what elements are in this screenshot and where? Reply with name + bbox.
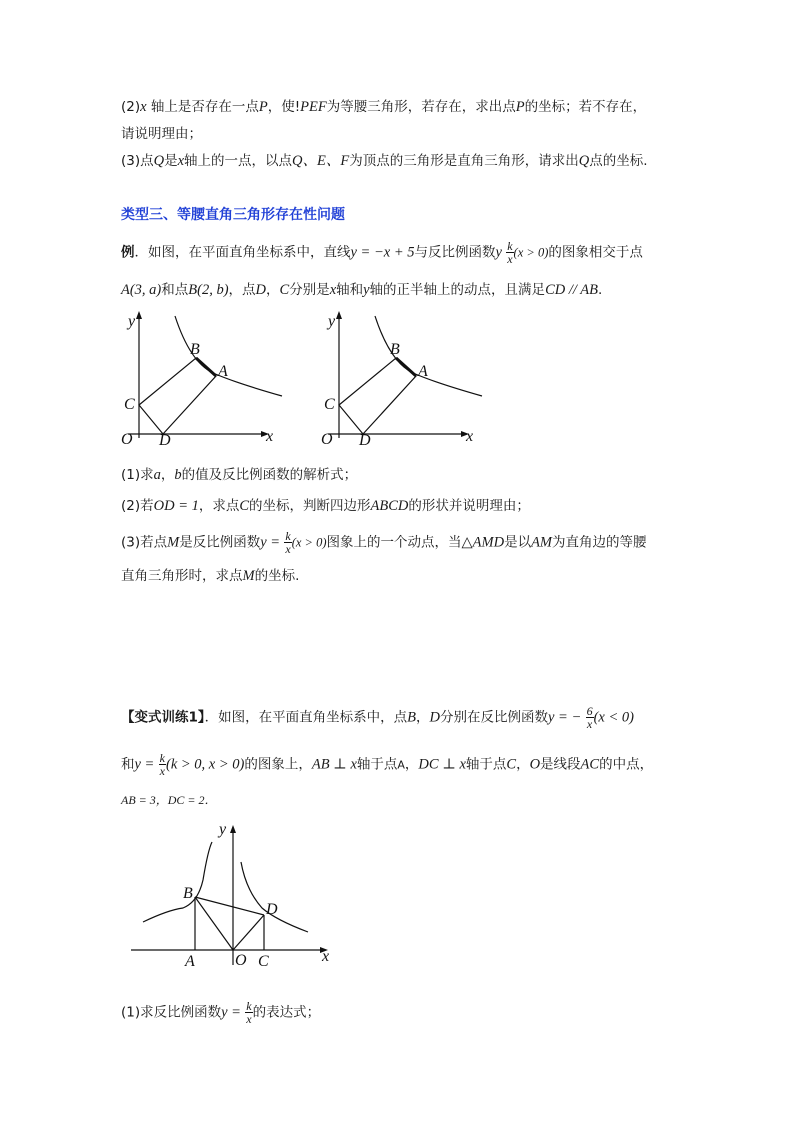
q3-text-3: 为顶点的三角形是直角三角形，请求出 [349,153,579,169]
q2-text-3: 为等腰三角形，若存在，求出点 [326,99,516,115]
example-line-1 [121,240,643,265]
od-equation: OD = 1 [153,498,199,514]
parallel-condition: CD // AB [545,282,598,298]
ab-perp-x: AB ⊥ x [311,756,357,773]
label-c: C [124,396,135,413]
var-p: P [258,99,268,115]
var-p-2: P [515,99,525,115]
var-m: M [167,534,180,551]
variant-text-7: ， [404,756,419,773]
variant-text-9: ， [516,756,530,773]
var-x: x [177,153,185,169]
fraction-6-over-x [586,705,594,730]
q2-text-4: 的坐标；若不存在， [524,99,647,115]
triangle-amd: △AMD [461,534,505,551]
y-axis-arrow-icon [336,311,342,319]
ex-q3-text-5: 为直角边的等腰 [552,534,647,551]
var-b: b [174,467,182,483]
variant-line-2 [121,752,653,777]
var-b: B [407,709,417,726]
var-y-2: y [363,282,370,298]
frac-num: k [285,529,291,543]
label-a: A [218,363,228,380]
dc-perp-x: DC ⊥ x [418,756,466,773]
example-question-2 [121,496,530,516]
ex-q1-text-2: ， [160,467,175,483]
given-lengths: AB = 3，DC = 2． [121,793,217,807]
example-text-4: 和点 [161,282,189,298]
variant-text-2: ， [416,709,430,726]
label-x: x [466,428,474,445]
q3-text-4: 点的坐标. [589,153,648,169]
ex-q3-text-7: 的坐标. [254,568,300,584]
label-b: B [183,885,193,902]
point-c: C [506,756,517,773]
y-axis-arrow-icon [136,311,142,319]
variant-text-8: 轴于点 [465,756,507,773]
variant-text-11: 的中点， [599,756,654,773]
example-text-7: 分别是 [289,282,330,298]
label-b: B [390,341,400,358]
var-q1-text-1: (1)求反比例函数 [121,1004,222,1021]
variant-text-1: ．如图，在平面直角坐标系中，点 [204,709,408,726]
variant-label: 【变式训练1】 [121,709,205,726]
label-c: C [258,953,269,970]
variant-text-10: 是线段 [540,756,581,773]
q3-prefix: (3)点 [121,153,154,169]
example-label: 例 [121,244,135,261]
var-pef: PEF [300,99,327,115]
y-equals: y = [221,1004,241,1021]
label-c: C [324,396,335,413]
var-q-2: Q [578,153,590,169]
section-title: 类型三、等腰直角三角形存在性问题 [121,207,345,223]
ex-q3-text-4: 是以 [504,534,532,551]
eq2-condition: (k > 0, x > 0) [165,756,245,773]
y-equals: y = [260,534,281,551]
point-a: A [397,758,405,772]
var-q: Q [153,153,165,169]
example-text-3: 的图象相交于点 [548,244,643,261]
quadrilateral-abcd [139,358,216,434]
var-a: a [153,467,161,483]
eq1-left: y = − [548,709,582,726]
ex-q1-text-1: (1)求 [121,467,154,483]
example-text-8: 轴和 [336,282,364,298]
left-hyperbola-branch [143,842,212,922]
label-d: D [159,432,171,446]
var-q1-text-2: 的表达式； [252,1004,321,1021]
frac-den: x [507,252,513,266]
ex-q1-text-3: 的值及反比例函数的解析式； [181,467,358,483]
var-m-2: M [242,568,255,584]
var-c: C [239,498,250,514]
var-x: x [140,99,147,115]
label-y: y [219,821,227,838]
example-text-9: 轴的正半轴上的动点，且满足 [369,282,546,298]
label-y: y [328,313,336,330]
fraction-k-over-x [284,530,291,555]
ex-q2-text-1: (2)若 [121,498,154,514]
ex-q3-text-1: (3)若点 [121,534,168,551]
fraction-k-over-x [159,752,166,777]
eq1-condition: (x < 0) [593,709,634,726]
domain-condition: (x > 0) [513,245,549,260]
figure-2 [318,308,483,446]
label-d: D [359,432,371,446]
example-text-1: ．如图，在平面直角坐标系中，直线 [134,244,351,261]
variant-text-3: 分别在反比例函数 [440,709,548,726]
segment-ac: AC [580,756,600,773]
var-d: D [255,282,267,298]
question-3 [121,151,648,171]
q2-text-2: ，使! [267,99,301,115]
segment-od [233,915,264,950]
label-o: O [235,952,247,969]
label-a: A [418,363,428,380]
var-x: x [329,282,337,298]
variant-text-4: 和 [121,756,135,773]
frac-num: k [507,239,513,253]
figure-1 [118,308,283,446]
example-question-1 [121,465,357,485]
variant-text-6: 轴于点 [356,756,398,773]
label-b: B [190,341,200,358]
variant-question-1 [121,1000,320,1025]
label-x: x [266,428,274,445]
example-question-3-line-1 [121,530,647,555]
fraction-k-over-x [245,1000,252,1025]
variant-text-5: 的图象上， [244,756,312,773]
line-equation: y = −x + 5 [350,244,415,261]
right-hyperbola-branch [241,862,308,932]
q3-text-2: 轴上的一点，以点 [184,153,293,169]
label-y: y [128,313,136,330]
frac-den: x [586,717,593,731]
var-d: D [429,709,440,726]
question-2-line-1 [121,97,646,117]
frac-den: x [285,542,291,556]
quadrilateral-abcd [339,358,416,434]
frac-num: k [159,751,165,765]
var-qef: Q、E、F [292,153,350,169]
example-line-2 [121,280,602,300]
label-o: O [121,431,133,446]
label-o: O [321,431,333,446]
var-c: C [279,282,290,298]
ex-q2-text-2: ，求点 [198,498,240,514]
q2-prefix: (2) [121,99,141,115]
frac-den: x [159,764,165,778]
example-text-5: ，点 [228,282,256,298]
frac-den: x [246,1012,252,1026]
q2-text-1: 轴上是否存在一点 [146,99,259,115]
example-text-10: . [597,282,603,298]
label-d: D [266,901,278,918]
point-a: A(3, a) [121,282,162,298]
example-text-2: 与反比例函数 [414,244,496,261]
domain-condition: (x > 0) [291,535,327,550]
example-text-6: ， [266,282,280,298]
variant-line-1 [121,705,634,730]
label-x: x [322,948,330,965]
ex-q3-text-6: 直角三角形时，求点 [121,568,243,584]
frac-num: k [246,999,252,1013]
ex-q2-text-3: 的坐标，判断四边形 [249,498,371,514]
eq2-left: y = [134,756,155,773]
example-question-3-line-2 [121,566,299,586]
label-a: A [185,953,195,970]
ex-q3-text-3: 图象上的一个动点，当 [326,534,462,551]
point-b: B(2, b) [188,282,229,298]
ex-q2-text-4: 的形状并说明理由； [408,498,530,514]
fraction-k-over-x [506,240,513,265]
segment-am: AM [531,534,553,551]
question-2-line-2: 请说明理由； [121,126,202,142]
variant-line-3 [121,790,217,810]
var-y: y [495,244,502,261]
q3-text-1: 是 [164,153,178,169]
y-axis-arrow-icon [230,825,236,833]
var-o: O [529,756,541,773]
quad-abcd: ABCD [370,498,409,514]
ex-q3-text-2: 是反比例函数 [179,534,261,551]
figure-3 [128,820,338,970]
frac-num: 6 [586,704,593,718]
